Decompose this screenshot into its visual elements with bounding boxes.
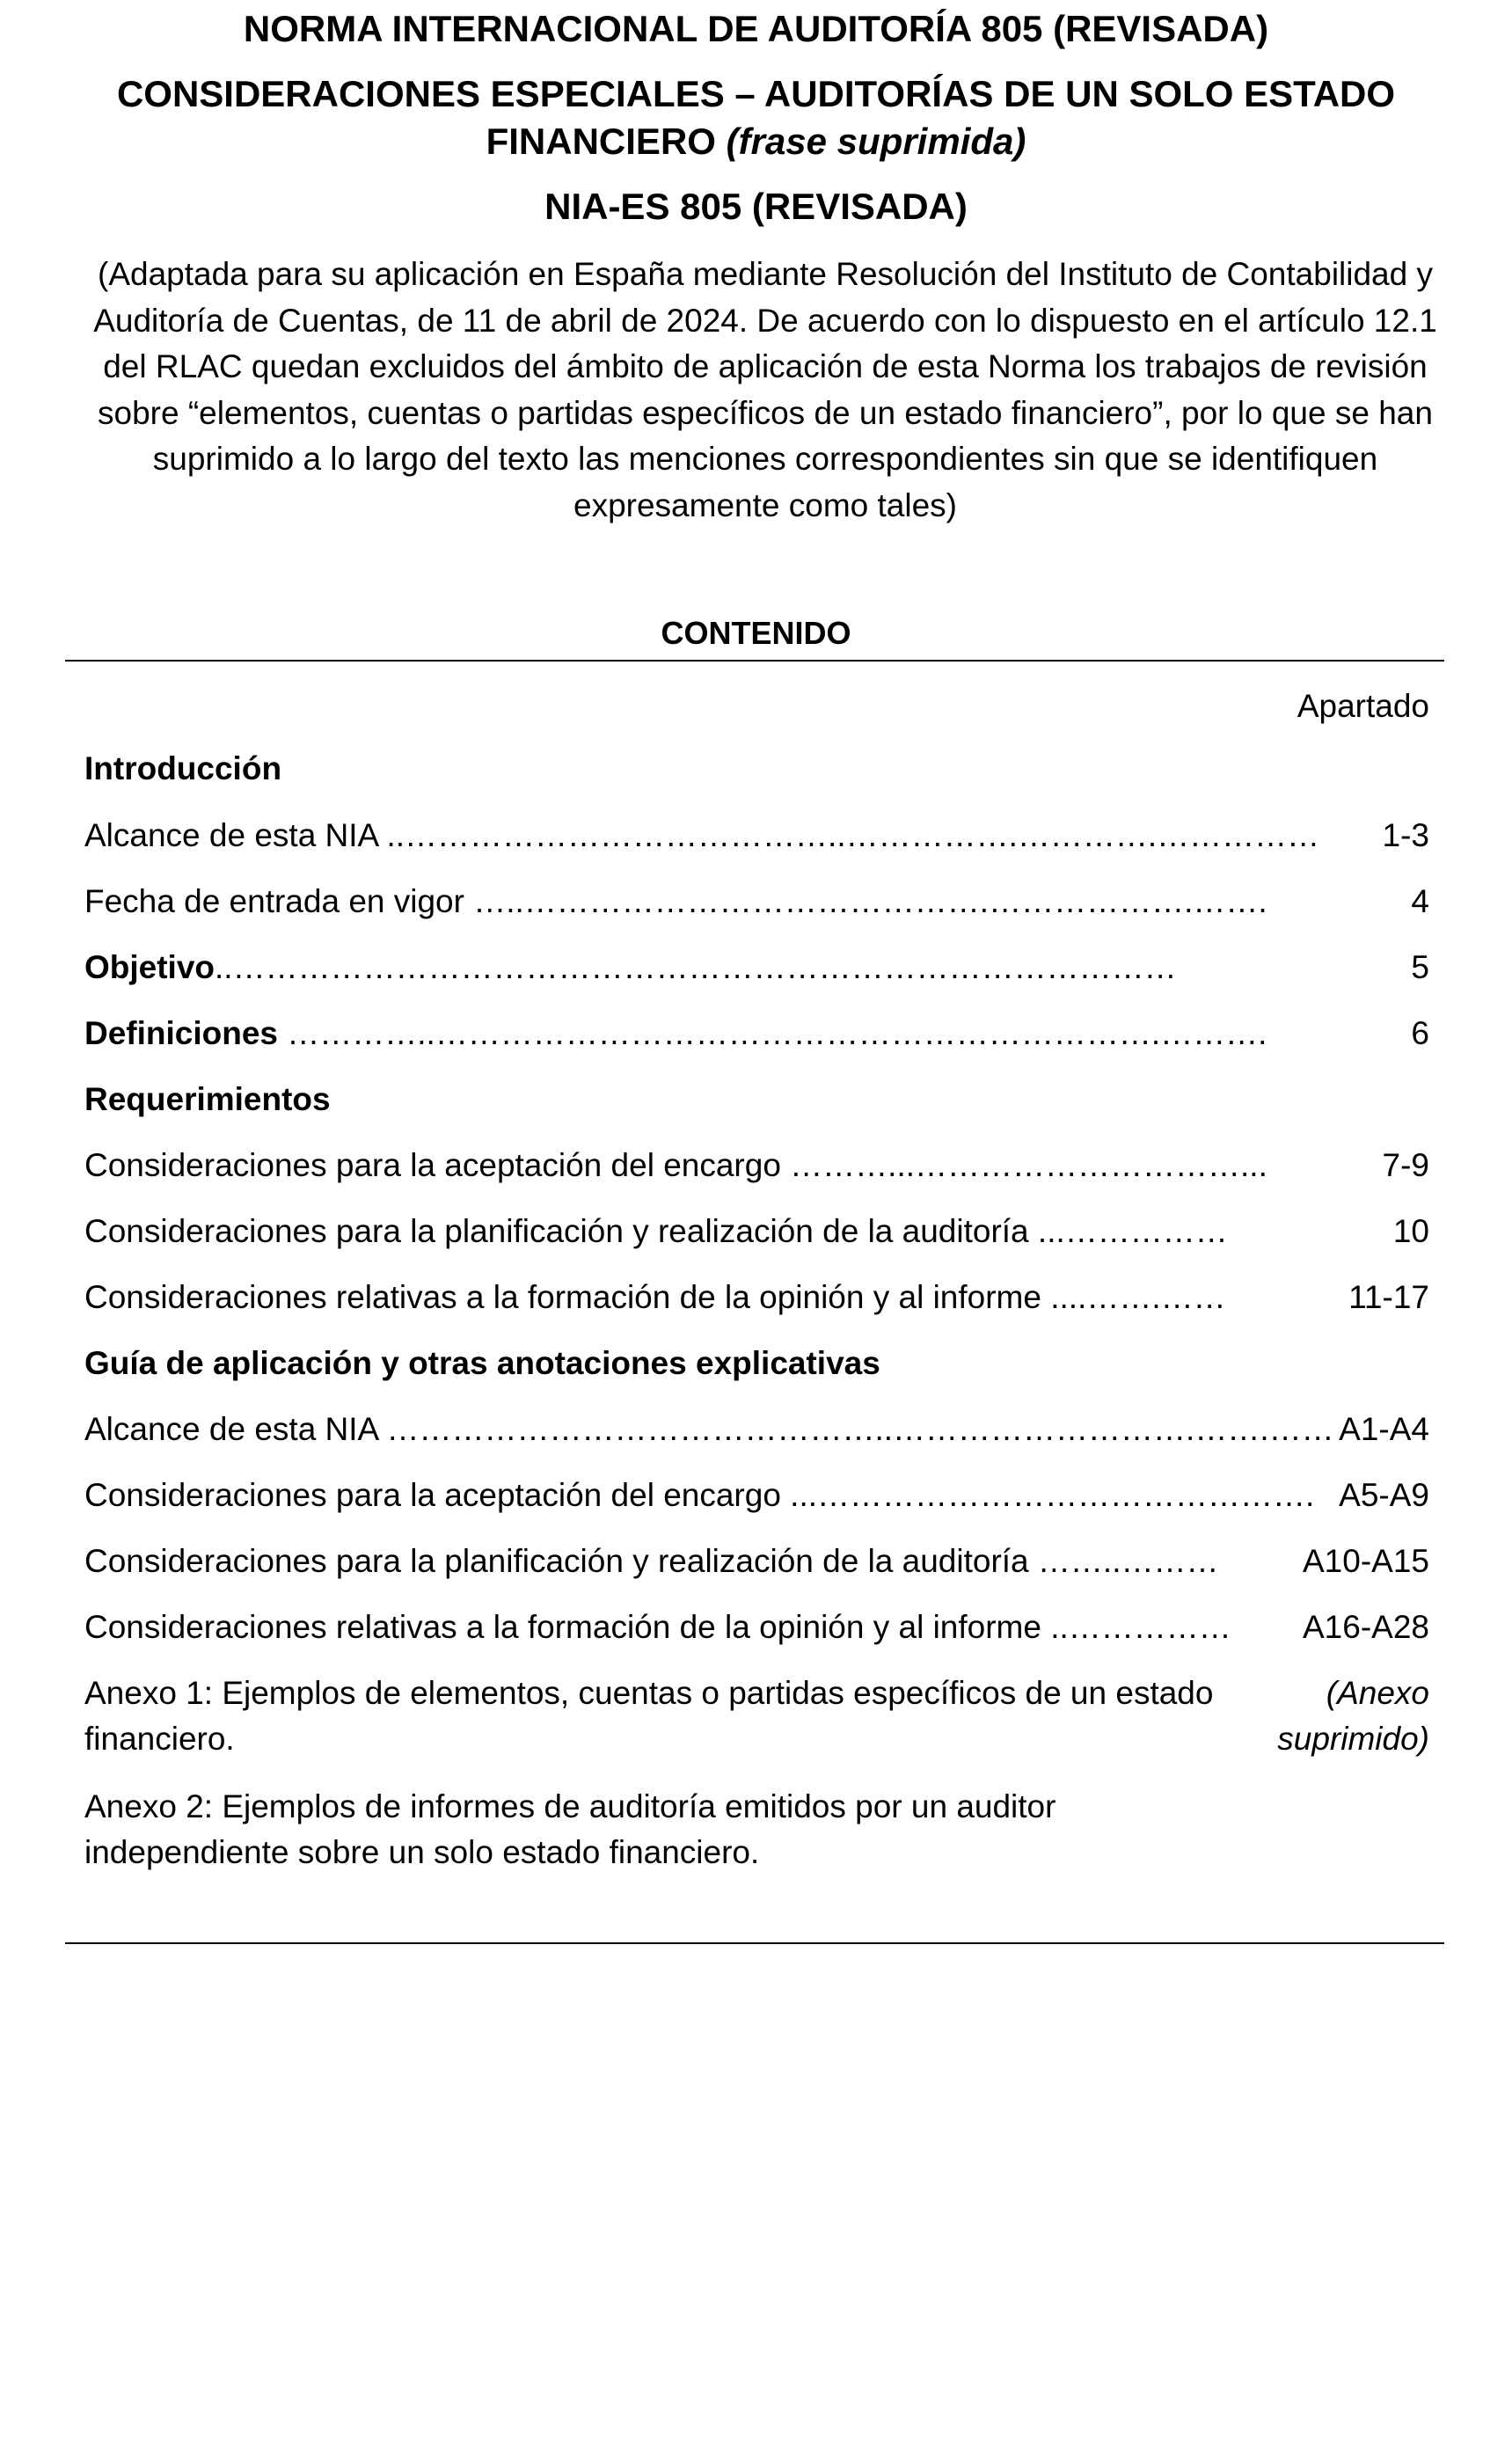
contents-heading: CONTENIDO — [661, 615, 851, 651]
document-subtitle-line1: CONSIDERACIONES ESPECIALES – AUDITORÍAS DE UN SOLO ESTADO — [116, 73, 1396, 114]
toc-entry-ref: A5-A9 — [1339, 1477, 1429, 1513]
toc-entry-ref: A1-A4 — [1339, 1411, 1429, 1447]
adaptation-note-line: del RLAC quedan excluidos del ámbito de aplicación de esta Norma los trabajos de revisión — [103, 348, 1428, 384]
subtitle-plain-text: FINANCIERO — [486, 121, 727, 162]
contents-bottom-rule — [65, 1942, 1444, 1944]
toc-section-label: Requerimientos — [84, 1081, 331, 1117]
toc-section-label: Guía de aplicación y otras anotaciones explicativas — [84, 1345, 880, 1381]
toc-entry-bold-label: Definiciones — [84, 1015, 278, 1051]
toc-entry-label: Consideraciones para la aceptación del encargo ...………………………………………. — [84, 1477, 1315, 1513]
adaptation-note-line: suprimido a lo largo del texto las menciones correspondientes sin que se identifiquen — [152, 441, 1378, 477]
toc-entry-label: Consideraciones relativas a la formación de la opinión y al informe ....…….…… — [84, 1279, 1226, 1315]
adaptation-note-line: Auditoría de Cuentas, de 11 de abril de 2024. De acuerdo con lo dispuesto en el artículo 12.1 — [93, 302, 1437, 339]
toc-entry-ref: 5 — [1411, 949, 1429, 985]
toc-entry-label: Alcance de esta NIA ………………………………………..……………………….…….…… — [84, 1411, 1334, 1447]
toc-entry-ref: 7-9 — [1382, 1147, 1429, 1183]
adaptation-note-line: (Adaptada para su aplicación en España mediante Resolución del Instituto de Contabilidad y — [98, 256, 1433, 292]
standard-code: NIA-ES 805 (REVISADA) — [544, 186, 968, 227]
adaptation-note-line: expresamente como tales) — [573, 486, 957, 523]
toc-entry-ref: 4 — [1411, 883, 1429, 919]
toc-entry-label: Consideraciones para la planificación y realización de la auditoría ……..……… — [84, 1543, 1219, 1579]
toc-entry-label: Consideraciones para la aceptación del encargo ………...…………………………... — [84, 1147, 1267, 1183]
toc-entry-ref: (Anexo suprimido) — [1277, 1675, 1429, 1757]
subtitle-italic-text: (frase suprimida) — [726, 121, 1026, 162]
toc-entry-label: Fecha de entrada en vigor …..…………………………………….……………….……. — [84, 883, 1267, 919]
toc-entry-ref: 11-17 — [1348, 1279, 1429, 1315]
adaptation-note — [79, 252, 1451, 529]
contents-top-rule — [65, 660, 1444, 662]
toc-entry-ref: 6 — [1411, 1015, 1429, 1051]
toc-entry-label: Consideraciones relativas a la formación de la opinión y al informe ..…………… — [84, 1609, 1231, 1645]
toc-entry-ref: A16-A28 — [1303, 1609, 1429, 1645]
toc-entry-ref: 10 — [1392, 1213, 1429, 1249]
document-title: NORMA INTERNACIONAL DE AUDITORÍA 805 (REVISADA) — [243, 8, 1269, 49]
toc-entry-leader-dots: ..…………………………………………………………………………… — [215, 949, 1177, 985]
toc-entry-label: Anexo 1: Ejemplos de elementos, cuentas o partidas específicos de un estado financiero. — [84, 1675, 1214, 1757]
toc-entry-label: Alcance de esta NIA ..…………………………………..…………….………….…………… — [84, 817, 1320, 853]
toc-entry-label: Consideraciones para la planificación y realización de la auditoría ...…………… — [84, 1213, 1228, 1249]
toc-entry-ref: A10-A15 — [1303, 1543, 1429, 1579]
column-header-apartado: Apartado — [1297, 688, 1429, 724]
document-subtitle-line2 — [0, 118, 1512, 165]
toc-entry-label — [84, 945, 1237, 991]
adaptation-note-line: sobre “elementos, cuentas o partidas específicos de un estado financiero”, por lo que se han — [98, 394, 1433, 431]
toc-entry-bold-label: Objetivo — [84, 949, 215, 985]
toc-entry-label: Anexo 2: Ejemplos de informes de auditoría emitidos por un auditor independiente sobre un solo estado financiero. — [84, 1788, 1056, 1870]
toc-entry-ref: 1-3 — [1382, 817, 1429, 853]
toc-entry-label — [84, 1011, 1267, 1056]
toc-entry-leader-dots: …………..………………………………………………………….………. — [278, 1015, 1267, 1051]
toc-section-label: Introducción — [84, 750, 282, 786]
